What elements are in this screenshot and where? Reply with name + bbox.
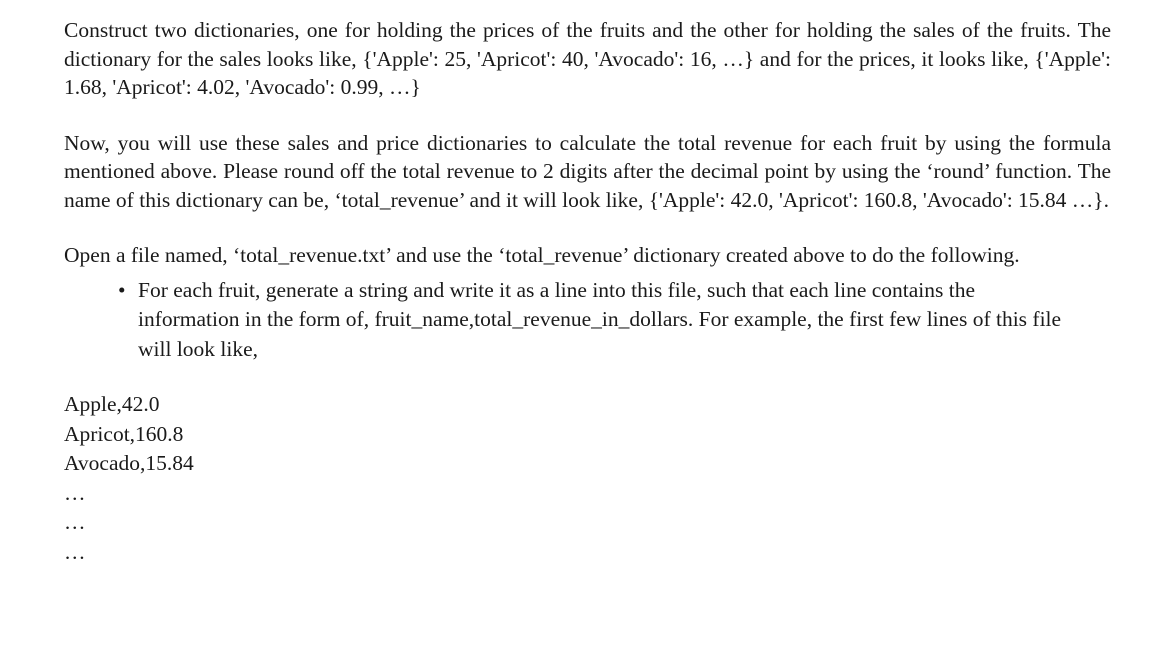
paragraph-dictionaries: Construct two dictionaries, one for holding the prices of the fruits and the other for holding the sales of the fruits. The dictionary for the sales looks like, {'Apple': 25, 'Apricot': 40, 'Avocado': 16, …} and for the prices, it looks like, {'Apple': 1.68, 'Apricot': 4.02, 'Avocado': 0.99, …}	[64, 18, 1111, 99]
example-line-apricot: Apricot,160.8	[64, 421, 184, 446]
example-ellipsis: …	[64, 480, 86, 505]
example-ellipsis: …	[64, 539, 86, 564]
example-output	[64, 390, 1111, 567]
bullet-text: For each fruit, generate a string and write it as a line into this file, such that each line contains the information in the form of, fruit_name,total_revenue_in_dollars. For example, the first few lines of this file will look like,	[138, 277, 1062, 361]
paragraph-open-file: Open a file named, ‘total_revenue.txt’ and use the ‘total_revenue’ dictionary created above to do the following.	[64, 243, 1020, 267]
paragraph-gap	[64, 102, 1111, 129]
paragraph-gap	[64, 214, 1111, 241]
document-body	[64, 16, 1111, 567]
example-ellipsis: …	[64, 510, 86, 534]
example-line-avocado: Avocado,15.84	[64, 451, 194, 475]
example-line-apple: Apple,42.0	[64, 392, 160, 416]
list-item	[64, 276, 1111, 365]
instruction-list	[64, 276, 1111, 365]
paragraph-total-revenue: Now, you will use these sales and price dictionaries to calculate the total revenue for each fruit by using the formula mentioned above. Please round off the total revenue to 2 digits after the decimal point by using the ‘round’ function. The name of this dictionary can be, ‘total_revenue’ and it will look like, {'Apple': 42.0, 'Apricot': 160.8, 'Avocado': 15.84 …}.	[64, 130, 1111, 212]
bullet-icon: •	[118, 277, 126, 302]
